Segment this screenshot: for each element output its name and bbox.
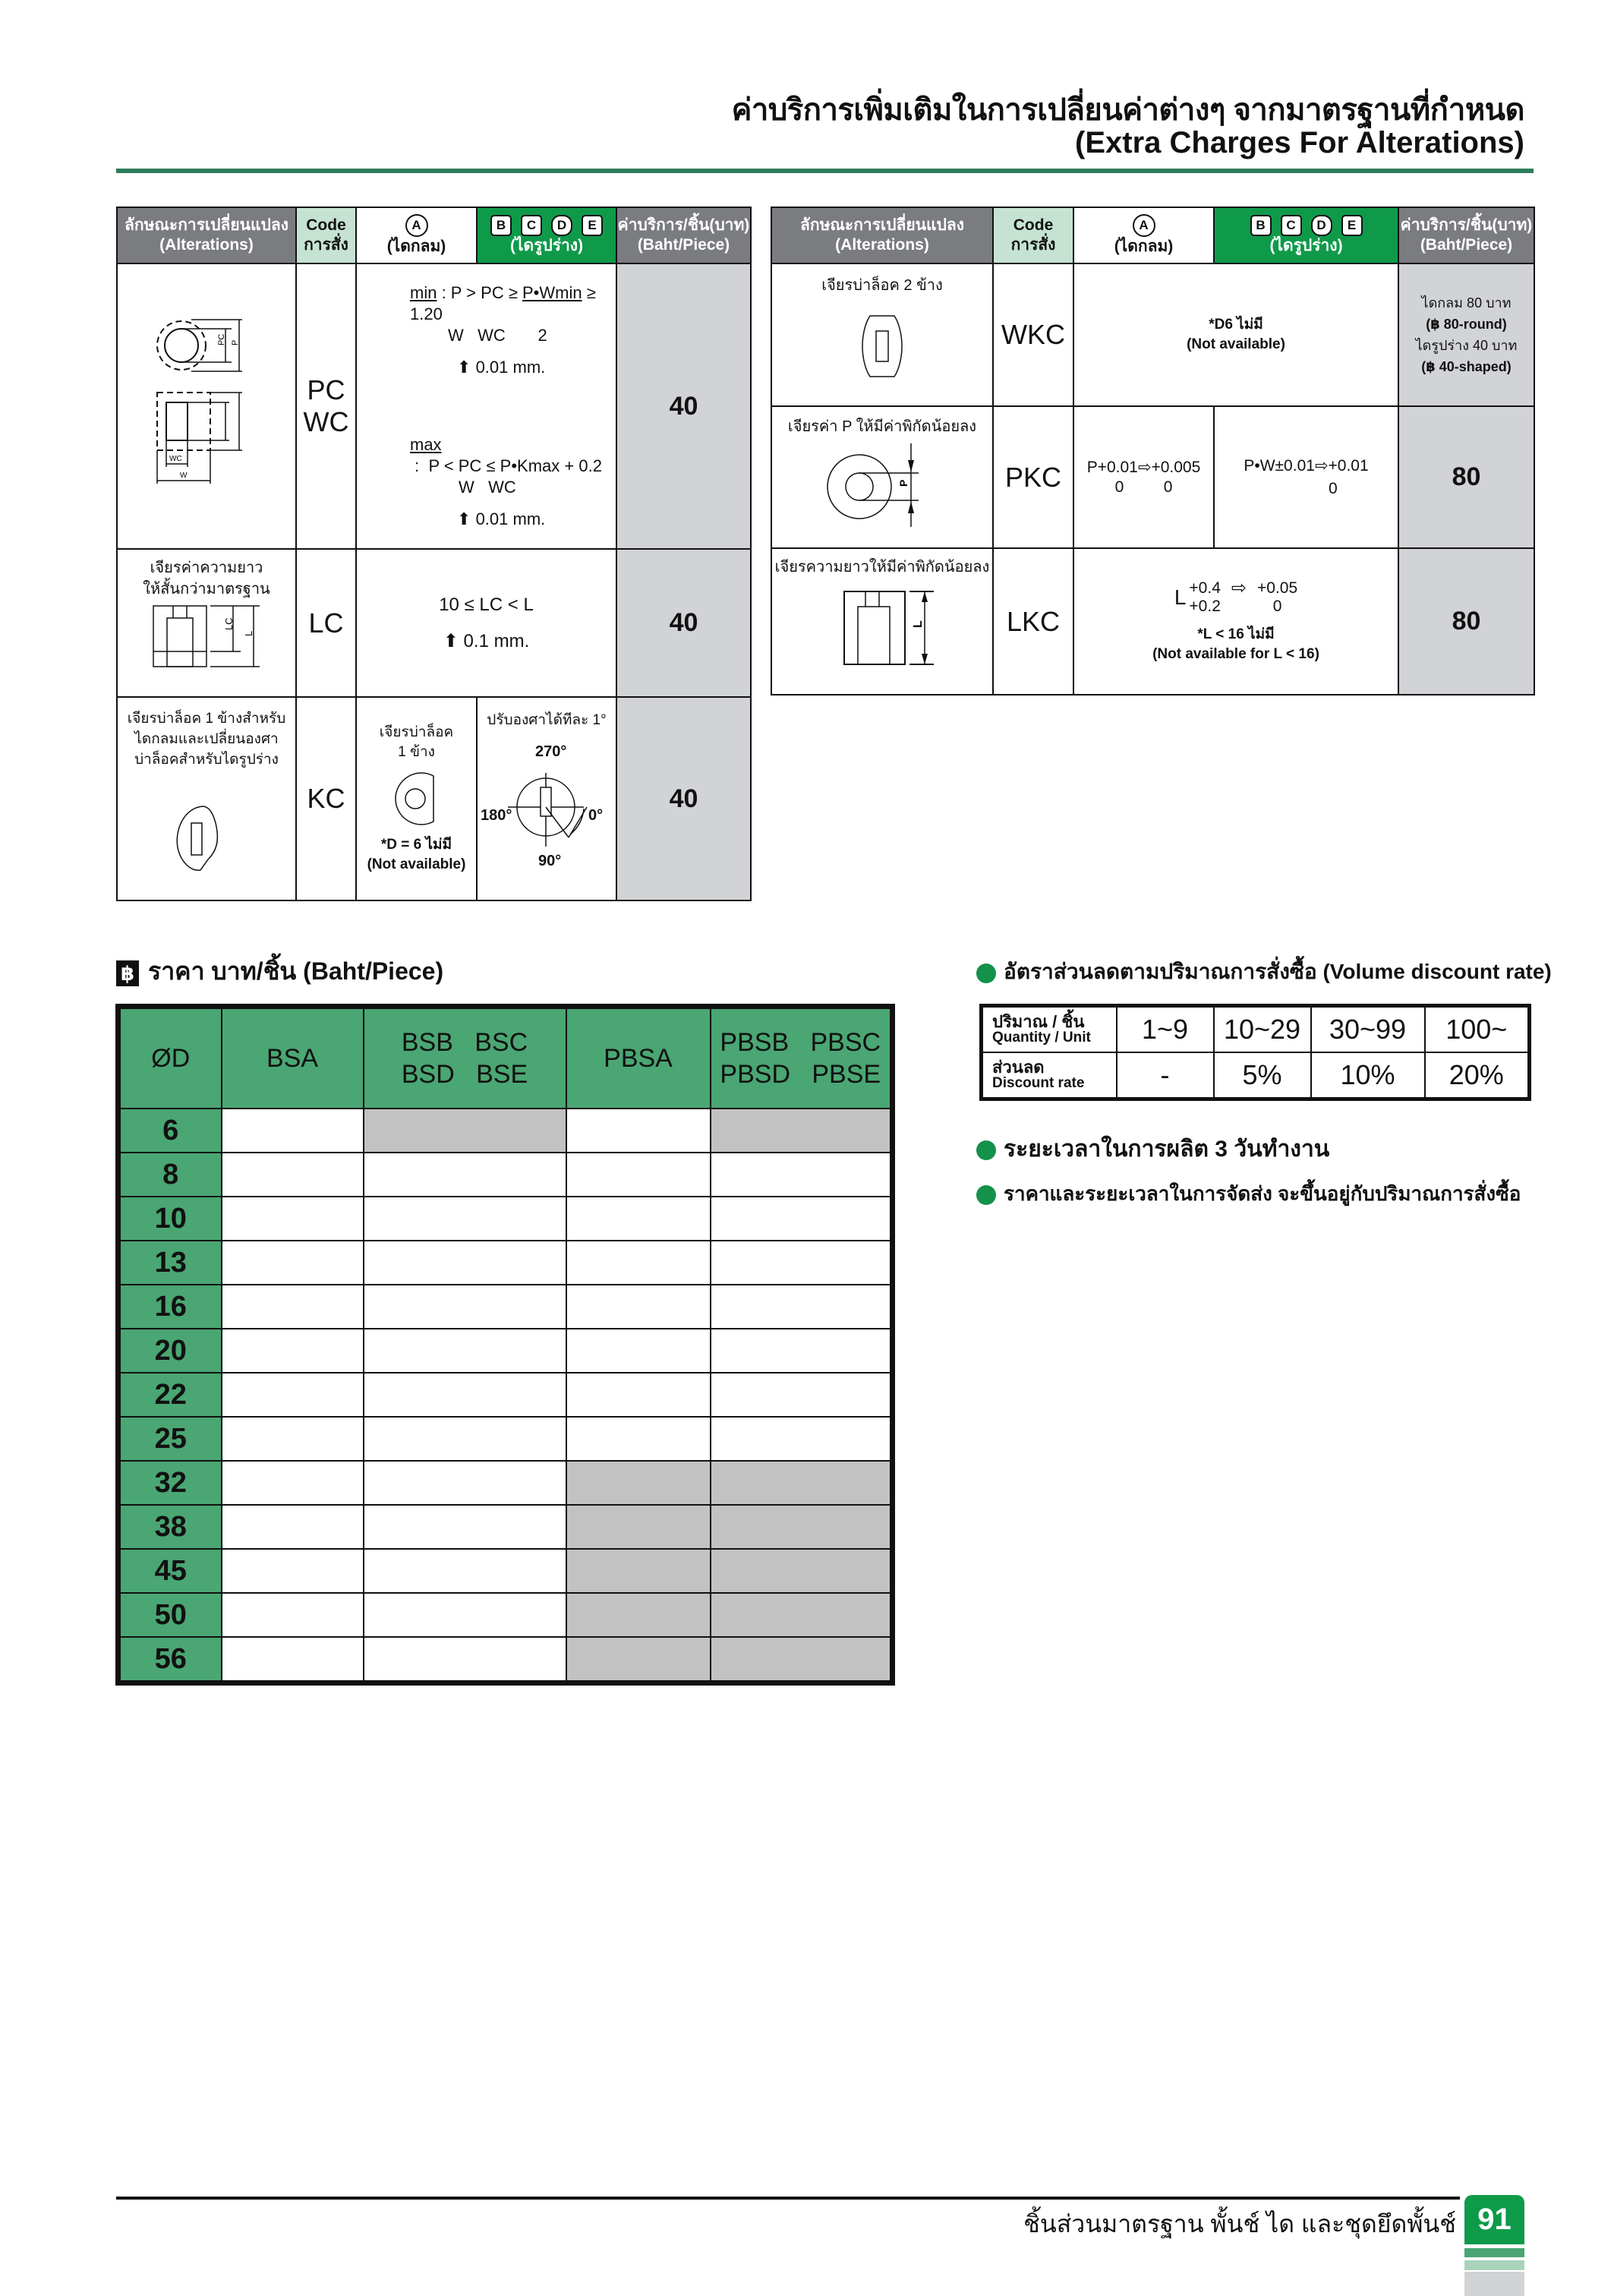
od-cell: 50: [118, 1593, 222, 1637]
header-price: [616, 207, 751, 263]
od-cell: 6: [118, 1109, 222, 1153]
kc-angle-diagram: [478, 731, 617, 875]
code-wkc: WKC: [993, 263, 1073, 406]
table-row-wkc: [771, 263, 1534, 406]
header-alterations-en: (Alterations): [159, 236, 254, 254]
code-pc: PC: [307, 374, 345, 405]
price-cell-unavailable: [711, 1637, 893, 1683]
title-divider: [116, 169, 1534, 173]
kc-desc-line1: เจียรบ่าล็อค 1 ข้างสำหรับ: [127, 711, 286, 727]
price-cell: [222, 1637, 364, 1683]
price-row: [118, 1593, 893, 1637]
min-label: min: [410, 283, 437, 302]
code-lkc: LKC: [993, 548, 1073, 695]
bullet-icon: [976, 964, 996, 983]
price-cell: [364, 1549, 566, 1593]
kc-keyed-die-diagram: [169, 800, 244, 876]
angle-270: 270°: [535, 743, 567, 760]
kc-desc-line2: ไดกลมและเปลี่ยนองศา: [134, 731, 279, 747]
header-shaped-label: (ไดรูปร่าง): [509, 237, 584, 254]
footer-divider: [116, 2197, 1460, 2200]
rate-cell: 5%: [1214, 1052, 1311, 1099]
table-row-kc: [117, 697, 751, 900]
price-cell: [566, 1417, 711, 1461]
price-cell: [222, 1285, 364, 1329]
header-code-en: Code: [306, 216, 346, 234]
header-code: [993, 207, 1073, 263]
price-cell: [222, 1241, 364, 1285]
price-cell: [222, 1593, 364, 1637]
page-number: 91: [1464, 2195, 1524, 2244]
angle-0: 0°: [588, 807, 604, 824]
lc-desc-line1: เจียรค่าความยาว: [150, 560, 263, 576]
max-label: max: [410, 435, 442, 454]
price-row: [118, 1373, 893, 1417]
header-round-label: (ไดกลม): [1114, 238, 1174, 255]
wkc-note-en: (Not available): [1187, 336, 1285, 352]
bullet-icon: [976, 1140, 996, 1160]
price-cell: [222, 1549, 364, 1593]
quantity-label-th: ปริมาณ / ชิ้น: [992, 1012, 1085, 1031]
alterations-table-right: [771, 207, 1535, 695]
price-cell-unavailable: [566, 1593, 711, 1637]
lc-label: LC: [223, 617, 235, 630]
pkc-desc-cell: [771, 406, 993, 548]
header-code: [296, 207, 356, 263]
kc-round-line1: เจียรบ่าล็อค: [379, 724, 454, 740]
delivery-note: [976, 1178, 1521, 1210]
delivery-note-text: ราคาและระยะเวลาในการจัดส่ง จะขึ้นอยู่กับปริมาณการสั่งซื้อ: [1004, 1182, 1521, 1205]
quantity-label: [982, 1006, 1117, 1053]
col-pbsa-label: PBSA: [604, 1044, 673, 1073]
header-round-die: [356, 207, 477, 263]
quantity-cell: 1~9: [1117, 1006, 1214, 1053]
table-row-pkc: [771, 406, 1534, 548]
baht-icon: ฿: [116, 960, 139, 986]
col-bsb-bse: [364, 1007, 566, 1109]
rate-cell: -: [1117, 1052, 1214, 1099]
max-step-value: 0.01 mm.: [475, 509, 546, 528]
price-cell-unavailable: [711, 1549, 893, 1593]
od-cell: 22: [118, 1373, 222, 1417]
tab-stripe: [1464, 2272, 1524, 2296]
lkc-note-en: (Not available for L < 16): [1152, 645, 1319, 662]
header-price: [1398, 207, 1534, 263]
price-row: [118, 1417, 893, 1461]
price-cell: [364, 1505, 566, 1549]
price-cell: [222, 1417, 364, 1461]
price-cell-unavailable: [566, 1549, 711, 1593]
price-cell-unavailable: [711, 1593, 893, 1637]
header-shaped-die: [477, 207, 616, 263]
header-alterations: [771, 207, 993, 263]
price-cell: [364, 1153, 566, 1197]
header-price-en: (Baht/Piece): [1420, 236, 1513, 254]
header-round-die: [1073, 207, 1214, 263]
p-label: P: [897, 479, 909, 487]
angle-90: 90°: [538, 853, 562, 869]
price-cell: [222, 1373, 364, 1417]
min-tail: ≥ 1.20: [410, 283, 596, 323]
table-row-lkc: [771, 548, 1534, 695]
kc-round-line2: 1 ข้าง: [398, 744, 435, 760]
header-price-th: ค่าบริการ/ชิ้น(บาท): [1400, 216, 1533, 234]
price-cell: [364, 1373, 566, 1417]
od-cell: 20: [118, 1329, 222, 1373]
price-cell: [566, 1329, 711, 1373]
price-cell: [711, 1417, 893, 1461]
quantity-row: [982, 1006, 1530, 1053]
kc-round-note: *D = 6 ไม่มี: [380, 837, 452, 853]
od-cell: 32: [118, 1461, 222, 1505]
page-title-thai: ค่าบริการเพิ่มเติมในการเปลี่ยนค่าต่างๆ จากมาตรฐานที่กำหนด: [731, 93, 1524, 127]
price-cell-unavailable: [711, 1505, 893, 1549]
pc-wc-diagram: [150, 315, 263, 497]
quantity-cell: 10~29: [1214, 1006, 1311, 1053]
price-row: [118, 1329, 893, 1373]
kc-angle-title: ปรับองศาได้ทีละ 1°: [487, 712, 607, 728]
min-expression: : P > PC ≥: [437, 283, 522, 302]
price-cell: [364, 1197, 566, 1241]
rate-label: [982, 1052, 1117, 1099]
price-row: [118, 1197, 893, 1241]
d-shape-icon: D: [551, 215, 572, 236]
price-lc: 40: [616, 549, 751, 697]
pkc-shaped-lower: 0: [1329, 479, 1338, 497]
lkc-desc-cell: [771, 548, 993, 695]
min-subscript: W WC 2: [448, 326, 547, 345]
pc-label: PC: [217, 333, 226, 345]
od-cell: 45: [118, 1549, 222, 1593]
e-shape-icon: E: [1341, 215, 1363, 236]
price-row: [118, 1637, 893, 1683]
price-wkc: [1398, 263, 1534, 406]
price-heading-text: ราคา บาท/ชิ้น (Baht/Piece): [148, 957, 444, 985]
max-subscript: W WC: [459, 478, 516, 497]
price-heading: [116, 952, 443, 991]
discount-table: [979, 1004, 1531, 1101]
price-cell: [566, 1373, 711, 1417]
price-row: [118, 1153, 893, 1197]
price-cell: [222, 1461, 364, 1505]
lc-desc-cell: [117, 549, 296, 697]
col-bsd-bse-label: BSD BSE: [401, 1060, 528, 1089]
b-shape-icon: B: [490, 215, 512, 236]
rate-cell: 10%: [1311, 1052, 1425, 1099]
od-cell: 38: [118, 1505, 222, 1549]
kc-round-cell: [356, 697, 477, 900]
price-cell: [364, 1593, 566, 1637]
col-pbsb-pbsc-label: PBSB PBSC: [720, 1028, 881, 1057]
price-cell: [566, 1197, 711, 1241]
price-cell: [364, 1329, 566, 1373]
price-header-row: [118, 1007, 893, 1109]
pc-wc-formula-cell: [356, 263, 616, 549]
wkc-price-shaped-th: ไดรูปร่าง 40 บาท: [1415, 338, 1518, 353]
price-pkc: 80: [1398, 406, 1534, 548]
code-pc-wc: [296, 263, 356, 549]
price-cell-unavailable: [364, 1109, 566, 1153]
min-fraction: P•Wmin: [522, 283, 582, 302]
lc-diagram: [138, 600, 275, 668]
price-cell: [364, 1461, 566, 1505]
a-circle-icon: A: [1133, 214, 1155, 237]
pkc-round-lower: 0 0: [1114, 478, 1173, 496]
up-arrow-icon: ⬆: [457, 509, 471, 528]
price-row: [118, 1549, 893, 1593]
wkc-price-shaped-en: (฿ 40-shaped): [1421, 359, 1512, 374]
tab-stripe: [1464, 2248, 1524, 2257]
code-lc: LC: [296, 549, 356, 697]
page-tab: [1464, 2195, 1524, 2296]
lc-step: [357, 629, 616, 654]
rate-cell: 20%: [1425, 1052, 1530, 1099]
header-price-th: ค่าบริการ/ชิ้น(บาท): [617, 216, 750, 234]
tab-stripe: [1464, 2260, 1524, 2270]
lkc-upper: +0.4: [1189, 579, 1221, 597]
col-bsb-bsc-label: BSB BSC: [401, 1028, 528, 1057]
code-pkc: PKC: [993, 406, 1073, 548]
angle-180: 180°: [481, 807, 512, 824]
w-label: W: [180, 472, 188, 480]
footer-text: ชิ้นส่วนมาตรฐาน พั้นช์ ได และชุดยึดพั้นช์: [1023, 2210, 1456, 2238]
price-cell: [711, 1285, 893, 1329]
kc-desc-cell: [117, 697, 296, 900]
kc-shaped-cell: [477, 697, 616, 900]
b-shape-icon: B: [1250, 215, 1272, 236]
header-alterations: [117, 207, 296, 263]
discount-heading: [976, 955, 1552, 989]
price-kc: 40: [616, 697, 751, 900]
alterations-table-left: [116, 207, 752, 901]
col-pbsa: [566, 1007, 711, 1109]
od-cell: 10: [118, 1197, 222, 1241]
max-formula: [357, 434, 616, 530]
table-header-row: [771, 207, 1534, 263]
od-cell: 13: [118, 1241, 222, 1285]
discount-heading-text: อัตราส่วนลดตามปริมาณการสั่งซื้อ (Volume discount rate): [1004, 960, 1552, 983]
price-row: [118, 1109, 893, 1153]
wkc-note: *D6 ไม่มี: [1209, 317, 1263, 333]
pc-wc-diagram-cell: [117, 263, 296, 549]
header-alterations-th: ลักษณะการเปลี่ยนแปลง: [125, 216, 288, 234]
price-cell: [711, 1153, 893, 1197]
lkc-desc: เจียรความยาวให้มีค่าพิกัดน้อยลง: [774, 559, 990, 576]
col-od-label: ØD: [151, 1044, 191, 1073]
kc-round-note-en: (Not available): [367, 856, 466, 872]
price-table: [115, 1004, 895, 1686]
lc-step-value: 0.1 mm.: [463, 630, 530, 651]
header-shaped-label: (ไดรูปร่าง): [1269, 237, 1343, 254]
pkc-desc: เจียรค่า P ให้มีค่าพิกัดน้อยลง: [787, 418, 977, 435]
rate-row: [982, 1052, 1530, 1099]
price-cell: [711, 1197, 893, 1241]
price-row: [118, 1461, 893, 1505]
price-cell: [364, 1285, 566, 1329]
kc-desc-line3: บ่าล็อคสำหรับไดรูปร่าง: [134, 752, 279, 768]
wkc-price-round-th: ไดกลม 80 บาท: [1421, 295, 1512, 311]
col-bsa-label: BSA: [266, 1044, 319, 1073]
price-row: [118, 1241, 893, 1285]
up-arrow-icon: ⬆: [443, 630, 459, 651]
price-pc-wc: 40: [616, 263, 751, 549]
e-shape-icon: E: [582, 215, 603, 236]
lkc-tolerance: [1174, 579, 1297, 616]
wkc-note-cell: [1073, 263, 1398, 406]
price-lkc: 80: [1398, 548, 1534, 695]
c-shape-icon: C: [521, 215, 542, 236]
table-header-row: [117, 207, 751, 263]
up-arrow-icon: ⬆: [457, 358, 471, 377]
d-shape-icon: D: [1311, 215, 1332, 236]
header-alterations-en: (Alterations): [835, 236, 929, 254]
col-pbsd-pbse-label: PBSD PBSE: [720, 1060, 881, 1089]
production-time-note: [976, 1131, 1329, 1167]
wkc-diagram: [859, 308, 905, 384]
lkc-diagram: [821, 584, 943, 667]
price-cell: [222, 1197, 364, 1241]
price-cell-unavailable: [711, 1461, 893, 1505]
angle-dial-icon: [508, 762, 591, 853]
pkc-diagram: [814, 437, 950, 528]
price-cell-unavailable: [566, 1637, 711, 1683]
quantity-label-en: Quantity / Unit: [992, 1030, 1091, 1046]
price-cell: [711, 1241, 893, 1285]
lkc-formula-cell: [1073, 548, 1398, 695]
price-cell-unavailable: [566, 1505, 711, 1549]
rate-label-th: ส่วนลด: [992, 1058, 1045, 1077]
l-label: L: [912, 620, 925, 628]
pkc-shaped-tolerance: P•W±0.01⇨+0.01: [1244, 456, 1369, 475]
lkc-new-upper: +0.05: [1257, 579, 1298, 597]
col-pbsb-pbse: [711, 1007, 893, 1109]
c-shape-icon: C: [1281, 215, 1302, 236]
price-cell: [222, 1505, 364, 1549]
min-step: [410, 357, 616, 378]
price-cell: [711, 1373, 893, 1417]
price-cell: [566, 1109, 711, 1153]
od-cell: 8: [118, 1153, 222, 1197]
price-row: [118, 1285, 893, 1329]
od-cell: 56: [118, 1637, 222, 1683]
header-round-label: (ไดกลม): [386, 238, 446, 255]
table-row-pc-wc: [117, 263, 751, 549]
header-code-th: การสั่ง: [304, 236, 348, 254]
lkc-note: *L < 16 ไม่มี: [1197, 626, 1275, 642]
wkc-desc-cell: [771, 263, 993, 406]
pkc-round-cell: [1073, 406, 1214, 548]
l-label: L: [243, 630, 254, 636]
header-code-th: การสั่ง: [1010, 236, 1056, 254]
quantity-cell: 100~: [1425, 1006, 1530, 1053]
od-cell: 16: [118, 1285, 222, 1329]
price-cell: [364, 1637, 566, 1683]
kc-round-die-diagram: [386, 768, 447, 829]
code-wc: WC: [303, 406, 349, 437]
min-formula: [357, 282, 616, 378]
header-price-en: (Baht/Piece): [637, 236, 730, 254]
lkc-l-letter: L: [1174, 585, 1187, 609]
col-od: [118, 1007, 222, 1109]
lc-desc-line2: ให้สั้นกว่ามาตรฐาน: [143, 581, 270, 598]
price-cell: [364, 1417, 566, 1461]
lc-formula: 10 ≤ LC < L: [439, 594, 534, 615]
max-expression: : P < PC ≤ P•Kmax + 0.2: [410, 456, 602, 475]
arrow-right-icon: ⇨: [1231, 577, 1247, 598]
price-cell-unavailable: [566, 1461, 711, 1505]
lc-formula-cell: [356, 549, 616, 697]
price-cell-unavailable: [711, 1109, 893, 1153]
price-cell: [222, 1109, 364, 1153]
lkc-new-lower: 0: [1272, 597, 1282, 615]
header-shaped-die: [1214, 207, 1398, 263]
wc-label: WC: [169, 455, 182, 463]
p-label: P: [231, 339, 240, 345]
bullet-icon: [976, 1185, 996, 1205]
production-time-text: ระยะเวลาในการผลิต 3 วันทำงาน: [1004, 1137, 1330, 1162]
rate-label-en: Discount rate: [992, 1075, 1085, 1091]
price-cell: [222, 1329, 364, 1373]
pkc-round-tolerance: P+0.01⇨+0.005: [1086, 458, 1201, 476]
quantity-cell: 30~99: [1311, 1006, 1425, 1053]
header-alterations-th: ลักษณะการเปลี่ยนแปลง: [800, 216, 964, 234]
price-cell: [566, 1285, 711, 1329]
lkc-lower: +0.2: [1189, 597, 1221, 615]
pkc-shaped-cell: [1214, 406, 1398, 548]
wkc-desc: เจียรบ่าล็อค 2 ข้าง: [821, 277, 943, 294]
price-row: [118, 1505, 893, 1549]
table-row-lc: [117, 549, 751, 697]
price-cell: [711, 1329, 893, 1373]
price-cell: [566, 1153, 711, 1197]
price-cell: [566, 1241, 711, 1285]
page-title-english: (Extra Charges For Alterations): [1075, 126, 1524, 159]
min-step-value: 0.01 mm.: [475, 358, 546, 377]
od-cell: 25: [118, 1417, 222, 1461]
max-step: [410, 509, 616, 530]
a-circle-icon: A: [405, 214, 428, 237]
code-kc: KC: [296, 697, 356, 900]
col-bsa: [222, 1007, 364, 1109]
price-cell: [222, 1153, 364, 1197]
wkc-price-round-en: (฿ 80-round): [1426, 317, 1507, 332]
price-cell: [364, 1241, 566, 1285]
header-code-en: Code: [1013, 216, 1054, 234]
